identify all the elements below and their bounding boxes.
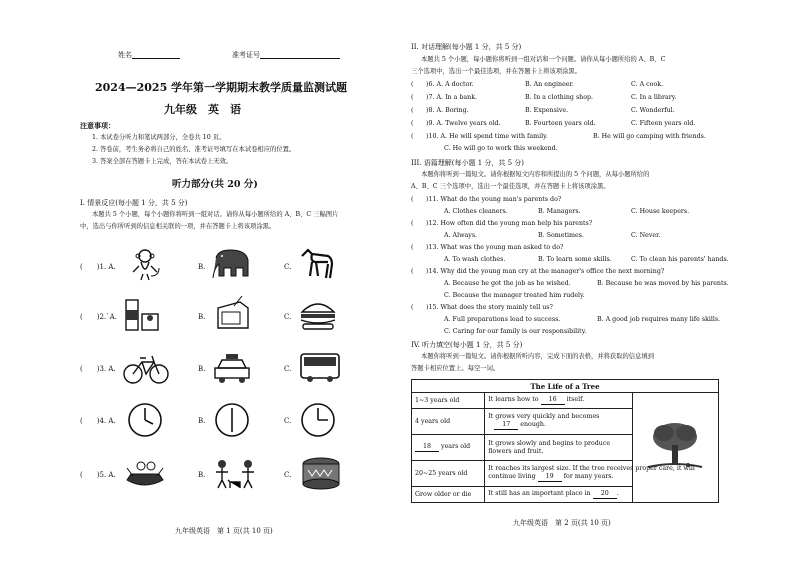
note-2: 2. 答卷前，考生务必将自己的姓名、准考证号填写在本试卷相应的位置。 [92, 146, 296, 153]
part3-instruction-1: 本题你将听到一篇短文。请你根据短文内容和所提出的 5 个问题，从每小题所给的 [421, 171, 650, 178]
q1-b-label: B. [198, 263, 206, 271]
q3-b-label: B. [198, 365, 206, 373]
table-row: Grow older or die It still has an important place in 20 . [412, 487, 719, 503]
blank-20[interactable]: 20 [593, 490, 617, 499]
tree-life-table [411, 392, 719, 503]
q15: ( )15. What does the story mainly tell us? [411, 304, 553, 311]
q1-label: ( )1. A. [80, 263, 116, 271]
q3-label: ( )3. A. [80, 365, 116, 373]
part2-instruction-2: 三个选项中，选出一个最佳选项，并在答题卡上将该项涂黑。 [411, 68, 582, 75]
q2-c-label: C. [284, 313, 292, 321]
q5-c-label: C. [284, 471, 292, 479]
part1-instruction-1: 本题共 5 个小题，每个小题你将听到一组对话。请你从每小题所给的 A、B、C 三幅图片 [92, 211, 339, 218]
q10-a: ( )10. A. He will spend time with family. [411, 133, 548, 140]
q7-c: C. In a library. [631, 94, 677, 101]
q11-c: C. House keepers. [631, 208, 690, 215]
kids-dog-icon[interactable] [212, 456, 260, 492]
q6-b: B. An engineer. [525, 81, 574, 88]
q12-a: A. Always. [444, 232, 478, 239]
q13-b: B. To learn some skills. [538, 256, 612, 263]
table-row: 20~25 years old It reaches its largest size. If the tree receives proper care, it will continue living 19 for many years. [412, 461, 719, 487]
q7-a: ( )7. A. In a bank. [411, 94, 478, 101]
q15-b: B. A good job requires many life skills. [597, 316, 721, 323]
q2-label: ( )2.`A. [80, 313, 117, 321]
elephant-icon[interactable] [208, 246, 254, 282]
q7-b: B. In a clothing shop. [525, 94, 594, 101]
q3-c-label: C. [284, 365, 292, 373]
note-1: 1. 本试卷分听力和笔试两部分，全卷共 10 页。 [92, 134, 226, 141]
q6-a: ( )6. A. A doctor. [411, 81, 474, 88]
boat-icon[interactable] [125, 456, 165, 492]
part4-title: IV. 听力填空(每小题 1 分，共 5 分) [411, 341, 523, 349]
monkey-icon[interactable] [125, 246, 165, 282]
hamburger-icon[interactable] [298, 296, 338, 332]
juice-box-icon[interactable] [212, 296, 252, 332]
blank-18[interactable]: 18 [415, 443, 439, 452]
q8-a: ( )8. A. Boring. [411, 107, 469, 114]
blank-16[interactable]: 16 [541, 396, 565, 405]
right-page [403, 0, 794, 561]
q13: ( )13. What was the young man asked to do? [411, 244, 564, 251]
clock-icon[interactable] [125, 402, 165, 438]
q4-b-label: B. [198, 417, 206, 425]
listening-section-title: 听力部分(共 20 分) [172, 179, 258, 190]
q15-c: C. Caring for our family is our responsibility. [444, 328, 587, 335]
clock-icon[interactable] [212, 402, 252, 438]
q13-c: C. To clean his parents' hands. [631, 256, 729, 263]
q15-a: A. Full preparations lead to success. [444, 316, 561, 323]
part4-instruction-2: 答题卡相应位置上。每空一词。 [411, 365, 500, 372]
q13-a: A. To wash clothes. [444, 256, 506, 263]
q1-c-label: C. [284, 263, 292, 271]
q9-a: ( )9. A. Twelve years old. [411, 120, 501, 127]
q12-c: C. Never. [631, 232, 661, 239]
q5-b-label: B. [198, 471, 206, 479]
q11: ( )11. What do the young man's parents do? [411, 196, 562, 203]
bus-icon[interactable] [298, 348, 342, 384]
table-row: 18 years old It grows slowly and begins to produce flowers and fruit. [412, 435, 719, 461]
q10-b: B. He will go camping with friends. [593, 133, 706, 140]
exam-title: 2024—2025 学年第一学期期末教学质量监测试题 [95, 81, 348, 94]
q14-c: C. Because the manager treated him rudely. [444, 292, 585, 299]
part2-title: II. 对话理解(每小题 1 分，共 5 分) [411, 43, 522, 51]
part3-instruction-2: A、B、C 三个选项中，选出一个最佳选项，并在答题卡上将该项涂黑。 [411, 183, 610, 190]
q11-b: B. Managers. [538, 208, 581, 215]
q8-c: C. Wonderful. [631, 107, 675, 114]
clock-icon[interactable] [298, 402, 338, 438]
part2-instruction-1: 本题共 5 个小题，每小题你将听到一组对话和一个问题。请你从每小题所给的 A、B、C [421, 56, 666, 63]
table-title: The Life of a Tree [411, 379, 719, 393]
blank-17[interactable]: 17 [494, 421, 518, 430]
part3-title: III. 语篇理解(每小题 1 分，共 5 分) [411, 159, 525, 167]
cake-icon[interactable] [298, 454, 344, 490]
q9-c: C. Fifteen years old. [631, 120, 696, 127]
name-label: 姓名 [118, 50, 180, 59]
table-row: 1~3 years old It learns how to 16 itself. [412, 393, 719, 409]
part1-instruction-2: 中，选出与你所听到的信息相关联的一项，并在答题卡上将该项涂黑。 [80, 223, 276, 230]
note-3: 3. 答案全部在答题卡上完成，答在本试卷上无效。 [92, 158, 233, 165]
q5-label: ( )5. A. [80, 471, 116, 479]
q14: ( )14. Why did the young man cry at the manager's office the next morning? [411, 268, 665, 275]
q14-b: B. Because he was moved by his parents. [597, 280, 729, 287]
part1-title: I. 情景反应(每小题 1 分，共 5 分) [80, 199, 188, 207]
q4-c-label: C. [284, 417, 292, 425]
milk-bread-icon[interactable] [122, 296, 162, 332]
q10-c: C. He will go to work this weekend. [444, 145, 558, 152]
left-footer: 九年级英语 第 1 页(共 10 页) [175, 527, 273, 535]
exam-number-label: 准考证号 [232, 50, 340, 59]
right-footer: 九年级英语 第 2 页(共 10 页) [513, 519, 611, 527]
exam-subtitle: 九年级 英 语 [164, 103, 241, 116]
q2-b-label: B. [198, 313, 206, 321]
q14-a: A. Because he got the job as he wished. [444, 280, 571, 287]
notes-title: 注意事项： [80, 121, 115, 130]
q9-b: B. Fourteen years old. [525, 120, 596, 127]
part4-instruction-1: 本题你将听到一篇短文。请你根据所听内容，完成下面的表格，并将获取的信息填到 [421, 353, 654, 360]
table-row: 4 years old It grows very quickly and becomes 17 enough. [412, 409, 719, 435]
taxi-icon[interactable] [212, 350, 252, 386]
blank-19[interactable]: 19 [538, 473, 562, 482]
q12-b: B. Sometimes. [538, 232, 584, 239]
q11-a: A. Clothes cleaners. [444, 208, 508, 215]
bicycle-icon[interactable] [122, 350, 170, 386]
q12: ( )12. How often did the young man help his parents? [411, 220, 593, 227]
horse-icon[interactable] [298, 246, 338, 282]
q4-label: ( )4. A. [80, 417, 116, 425]
q6-c: C. A cook. [631, 81, 664, 88]
q8-b: B. Expensive. [525, 107, 569, 114]
